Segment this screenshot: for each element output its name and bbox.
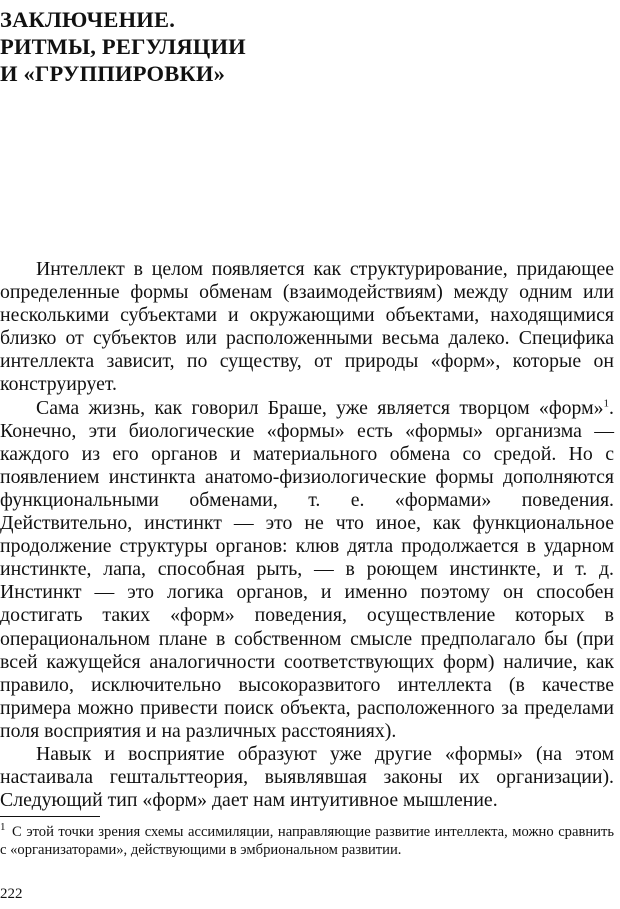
- body-text: [0, 258, 614, 812]
- paragraph-2-text-end: . Конечно, эти биологические «формы» есть «формы» организма — каждого из его органов и материального обмена со средой. Но с появлением инстинкта анатомо-физиологические формы дополняются функциональными обменами, т. е. «формами» поведения. Действительно, инстинкт — это не что иное, как функциональное продолжение структуры органов: клюв дятла продолжается в ударном инстинкте, лапа, способная рыть, — в роющем инстинкте, и т. д. Инстинкт — это логика органов, и именно поэтому он способен достигать таких «форм» поведения, осуществление которых в операциональном плане в собственном смысле предполагало бы (при всей кажущейся аналогичности соответствующих форм) наличие, как правило, исключительно высокоразвитого интеллекта (в качестве примера можно привести поиск объекта, расположенного за пределами поля восприятия и на различных расстояниях).: [0, 396, 614, 742]
- footnote-text: С этой точки зрения схемы ассимиляции, направляющие развитие интеллекта, можно сравнить с «организаторами», действующими в эмбриональном развитии.: [0, 824, 614, 858]
- footnote-reference: 1: [603, 396, 610, 409]
- footnote-separator: [0, 816, 100, 817]
- paragraph-1: Интеллект в целом появляется как структурирование, придающее определенные формы обменам (взаимодействиям) между одним или несколькими субъектами и окружающими объектами, находящимися близко от субъектов или расположенными весьма далеко. Специфика интеллекта зависит, по существу, от природы «форм», которые он конструирует.: [0, 258, 614, 396]
- chapter-heading-line-3: И «ГРУППИРОВКИ»: [0, 61, 226, 86]
- paragraph-2: [0, 397, 614, 743]
- page-number: 222: [0, 886, 23, 902]
- chapter-heading-line-1: ЗАКЛЮЧЕНИЕ.: [0, 7, 176, 32]
- footnote-mark: 1: [0, 821, 6, 834]
- paragraph-3: Навык и восприятие образуют уже другие «формы» (на этом настаивала гештальттеория, выявлявшая законы их организации). Следующий тип «форм» дает нам интуитивное мышление.: [0, 742, 614, 812]
- chapter-heading: [0, 6, 246, 87]
- paragraph-2-text-start: Сама жизнь, как говорил Браше, уже является творцом «форм»: [36, 396, 604, 419]
- footnote: [0, 823, 614, 859]
- chapter-heading-line-2: РИТМЫ, РЕГУЛЯЦИИ: [0, 34, 246, 59]
